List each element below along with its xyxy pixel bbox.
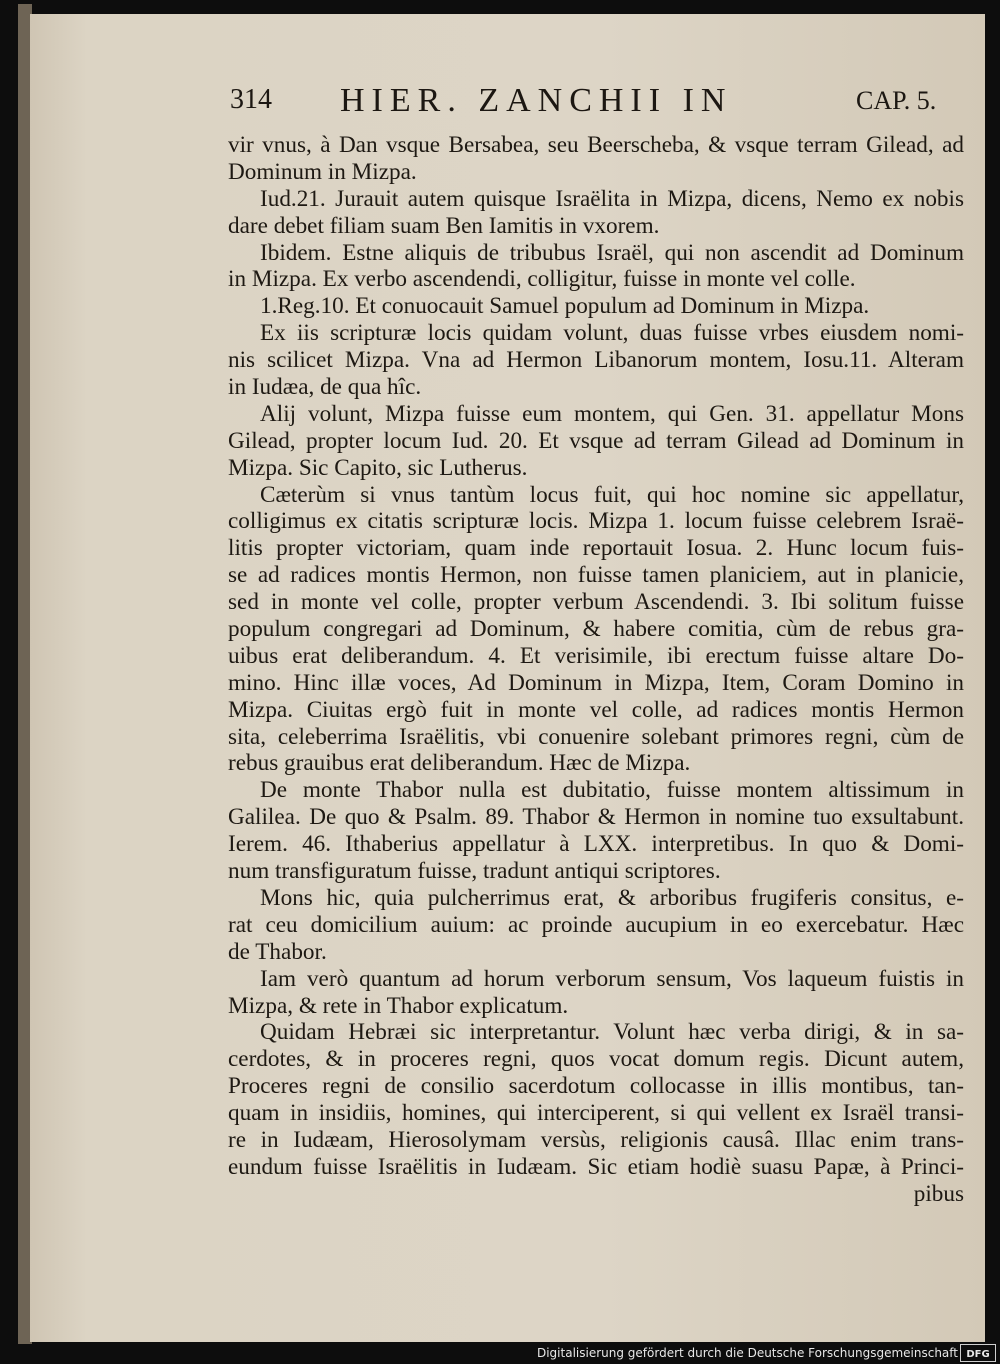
text-line: Mizpa, & rete in Thabor explicatum. [228,992,569,1019]
dfg-logo [960,1344,996,1362]
text-line: Mons hic, quia pulcherrimus erat, & arboribus frugiferis consitus, e- [260,884,964,911]
text-line: eundum fuisse Israëlitis in Iudæam. Sic etiam hodiè suasu Papæ, à Princi- [228,1153,964,1180]
text-line: Ex iis scripturæ locis quidam volunt, duas fuisse vrbes eiusdem nomi- [260,320,964,347]
body-text [228,132,964,1208]
text-line: quam in insidiis, homines, qui interciperent, si qui vellent ex Israël transi- [228,1100,964,1127]
catchword: pibus [913,1180,964,1207]
chapter-label: CAP. 5. [856,86,937,115]
text-line: Cæterùm si vnus tantùm locus fuit, qui hoc nomine sic appellatur, [260,481,964,508]
text-line: rat ceu domicilium auium: ac proinde aucupium in eo exercebatur. Hæc [228,911,964,938]
text-line: uibus erat deliberandum. 4. Et verisimile, ibi erectum fuisse altare Do- [228,642,964,669]
page-header [30,84,985,126]
text-line: Ibidem. Estne aliquis de tribubus Israël, qui non ascendit ad Dominum [260,239,964,266]
digitization-footer [0,1342,1000,1364]
text-line: nis scilicet Mizpa. Vna ad Hermon Libanorum montem, Iosu.11. Alteram [228,347,964,374]
text-line: rebus grauibus erat deliberandum. Hæc de Mizpa. [228,750,691,777]
text-line: cerdotes, & in proceres regni, quos vocat domum regis. Dicunt autem, [228,1046,964,1073]
text-line: re in Iudæam, Hierosolymam versùs, religionis causâ. Illac enim trans- [228,1126,964,1153]
text-line: num transfiguratum fuisse, tradunt antiqui scriptores. [228,858,721,885]
text-line: Ierem. 46. Ithaberius appellatur à LXX. interpretibus. In quo & Domi- [228,831,964,858]
dfg-logo-text: DFG [966,1349,990,1359]
text-line: Iam verò quantum ad horum verborum sensum, Vos laqueum fuistis in [260,965,964,992]
text-line: Mizpa. Sic Capito, sic Lutherus. [228,454,528,481]
text-line: populum congregari ad Dominum, & habere comitia, cùm de rebus gra- [228,616,964,643]
text-line: Alij volunt, Mizpa fuisse eum montem, qui Gen. 31. appellatur Mons [260,400,964,427]
text-line: mino. Hinc illæ voces, Ad Dominum in Mizpa, Item, Coram Domino in [228,669,964,696]
text-line: 1.Reg.10. Et conuocauit Samuel populum ad Dominum in Mizpa. [260,293,870,320]
text-line: colligimus ex citatis scripturæ locis. Mizpa 1. locum fuisse celebrem Israë- [228,508,964,535]
text-line: sita, celeberrima Israëlitis, vbi conuenire solebant primores regni, cùm de [228,723,964,750]
book-page [30,14,985,1342]
text-line: se ad radices montis Hermon, non fuisse tamen planiciem, aut in planicie, [228,562,964,589]
text-line: sed in monte vel colle, propter verbum Ascendendi. 3. Ibi solitum fuisse [228,589,964,616]
text-line: Galilea. De quo & Psalm. 89. Thabor & Hermon in nomine tuo exsultabunt. [228,804,964,831]
text-line: Quidam Hebræi sic interpretantur. Volunt hæc verba dirigi, & in sa- [260,1019,964,1046]
text-line: dare debet filiam suam Ben Iamitis in vxorem. [228,212,660,239]
text-line: Mizpa. Ciuitas ergò fuit in monte vel colle, ad radices montis Hermon [228,696,964,723]
text-line: Gilead, propter locum Iud. 20. Et vsque ad terram Gilead ad Dominum in [228,427,964,454]
footer-credit: Digitalisierung gefördert durch die Deutsche Forschungsgemeinschaft [536,1346,958,1360]
text-line: in Mizpa. Ex verbo ascendendi, colligitur, fuisse in monte vel colle. [228,266,856,293]
text-line: in Iudæa, de qua hîc. [228,374,422,401]
text-line: Proceres regni de consilio sacerdotum collocasse in illis montibus, tan- [228,1073,964,1100]
page-number: 314 [230,84,272,115]
text-line: Iud.21. Jurauit autem quisque Israëlita in Mizpa, dicens, Nemo ex nobis [260,185,964,212]
text-line: vir vnus, à Dan vsque Bersabea, seu Beerscheba, & vsque terram Gilead, ad [228,132,964,158]
running-title: HIER. ZANCHII IN [340,82,733,119]
text-line: de Thabor. [228,938,327,965]
text-line: Dominum in Mizpa. [228,158,417,185]
text-line: litis propter victoriam, quam inde reportauit Iosua. 2. Hunc locum fuis- [228,535,964,562]
text-line: De monte Thabor nulla est dubitatio, fuisse montem altissimum in [260,777,964,804]
